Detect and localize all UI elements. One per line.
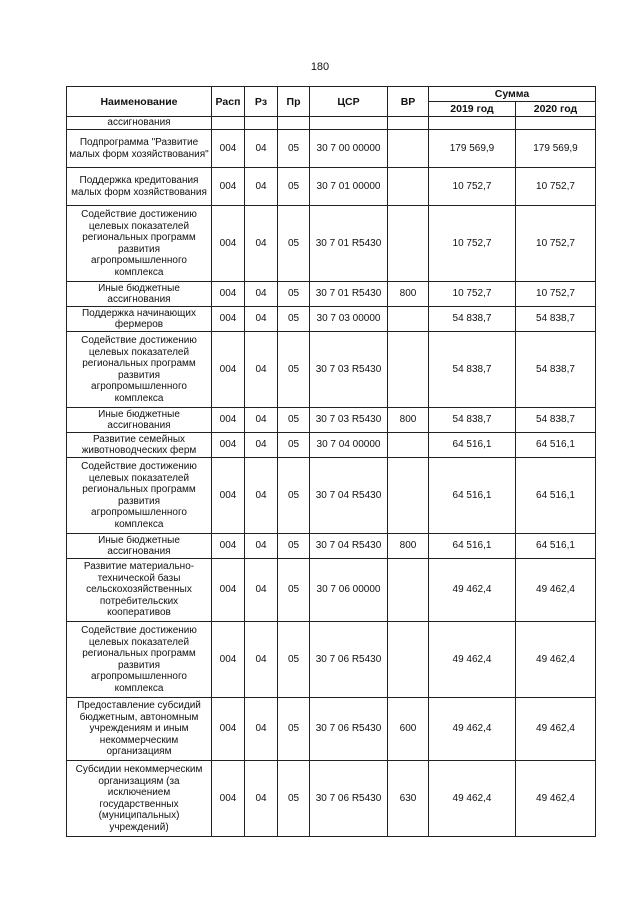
- row-sum-2020: 10 752,7: [516, 168, 596, 206]
- row-vr: [388, 622, 429, 698]
- row-sum-2020: 64 516,1: [516, 458, 596, 534]
- row-vr: [388, 458, 429, 534]
- row-csr: 30 7 06 R5430: [310, 622, 388, 698]
- row-csr: 30 7 03 R5430: [310, 332, 388, 408]
- row-sum-2020: 49 462,4: [516, 698, 596, 761]
- table-row: [67, 408, 596, 433]
- row-csr: 30 7 04 R5430: [310, 458, 388, 534]
- row-sum-2020: 64 516,1: [516, 534, 596, 559]
- row-pr: 05: [278, 206, 310, 282]
- row-rz: 04: [245, 282, 278, 307]
- row-sum-2019: 64 516,1: [429, 433, 516, 458]
- row-name: Развитие семейных животноводческих ферм: [67, 433, 212, 458]
- row-sum-2019: 49 462,4: [429, 622, 516, 698]
- row-rasp: 004: [212, 130, 245, 168]
- row-sum-2019: 54 838,7: [429, 307, 516, 332]
- table-row: [67, 307, 596, 332]
- table-row: [67, 130, 596, 168]
- row-rz: 04: [245, 130, 278, 168]
- row-vr: [388, 307, 429, 332]
- budget-table: [66, 86, 596, 837]
- row-name: Иные бюджетные ассигнования: [67, 408, 212, 433]
- table-row: [67, 622, 596, 698]
- row-pr: 05: [278, 433, 310, 458]
- row-pr: 05: [278, 458, 310, 534]
- header-sum: Сумма: [429, 87, 596, 102]
- row-rasp: 004: [212, 534, 245, 559]
- table-row: [67, 698, 596, 761]
- row-name: Содействие достижению целевых показателей региональных программ развития агропромышленного комплекса: [67, 622, 212, 698]
- row-csr: 30 7 04 00000: [310, 433, 388, 458]
- row-sum-2020: 49 462,4: [516, 559, 596, 622]
- row-name: Иные бюджетные ассигнования: [67, 282, 212, 307]
- row-rasp: 004: [212, 761, 245, 837]
- row-rasp: 004: [212, 698, 245, 761]
- continuation-row: [67, 117, 596, 130]
- table-row: [67, 282, 596, 307]
- row-name: Субсидии некоммерческим организациям (за исключением государственных (муниципальных) учреждений): [67, 761, 212, 837]
- row-sum-2020: 54 838,7: [516, 332, 596, 408]
- row-sum-2020: 54 838,7: [516, 307, 596, 332]
- row-vr: [388, 130, 429, 168]
- row-name: Подпрограмма "Развитие малых форм хозяйствования": [67, 130, 212, 168]
- row-csr: 30 7 06 R5430: [310, 761, 388, 837]
- row-rz: 04: [245, 206, 278, 282]
- row-sum-2019: 49 462,4: [429, 761, 516, 837]
- table-row: [67, 206, 596, 282]
- row-rasp: 004: [212, 408, 245, 433]
- table-row: [67, 332, 596, 408]
- row-sum-2019: 10 752,7: [429, 168, 516, 206]
- continuation-text: ассигнования: [67, 117, 212, 130]
- row-rz: 04: [245, 332, 278, 408]
- row-rasp: 004: [212, 622, 245, 698]
- row-vr: [388, 206, 429, 282]
- row-vr: 630: [388, 761, 429, 837]
- row-rasp: 004: [212, 206, 245, 282]
- table-row: [67, 433, 596, 458]
- row-rasp: 004: [212, 559, 245, 622]
- header-rz: Рз: [245, 87, 278, 117]
- row-csr: 30 7 06 R5430: [310, 698, 388, 761]
- row-sum-2019: 64 516,1: [429, 458, 516, 534]
- row-sum-2019: 54 838,7: [429, 332, 516, 408]
- header-year-2020: 2020 год: [516, 102, 596, 117]
- table-row: [67, 168, 596, 206]
- row-csr: 30 7 04 R5430: [310, 534, 388, 559]
- row-rasp: 004: [212, 332, 245, 408]
- row-pr: 05: [278, 761, 310, 837]
- row-rz: 04: [245, 307, 278, 332]
- table-row: [67, 534, 596, 559]
- row-vr: [388, 559, 429, 622]
- row-pr: 05: [278, 622, 310, 698]
- row-sum-2020: 64 516,1: [516, 433, 596, 458]
- row-pr: 05: [278, 130, 310, 168]
- row-vr: 600: [388, 698, 429, 761]
- row-rz: 04: [245, 622, 278, 698]
- page-number: 180: [310, 61, 330, 73]
- row-rz: 04: [245, 408, 278, 433]
- row-rz: 04: [245, 433, 278, 458]
- row-sum-2020: 10 752,7: [516, 282, 596, 307]
- row-csr: 30 7 03 00000: [310, 307, 388, 332]
- row-rasp: 004: [212, 307, 245, 332]
- row-csr: 30 7 06 00000: [310, 559, 388, 622]
- row-sum-2020: 10 752,7: [516, 206, 596, 282]
- row-pr: 05: [278, 698, 310, 761]
- row-vr: [388, 433, 429, 458]
- row-sum-2020: 179 569,9: [516, 130, 596, 168]
- header-year-2019: 2019 год: [429, 102, 516, 117]
- row-csr: 30 7 03 R5430: [310, 408, 388, 433]
- table-body: [67, 117, 596, 837]
- header-vr: ВР: [388, 87, 429, 117]
- row-rasp: 004: [212, 282, 245, 307]
- row-sum-2019: 49 462,4: [429, 559, 516, 622]
- row-vr: 800: [388, 282, 429, 307]
- row-name: Поддержка кредитования малых форм хозяйствования: [67, 168, 212, 206]
- table-row: [67, 761, 596, 837]
- header-name: Наименование: [67, 87, 212, 117]
- row-name: Поддержка начинающих фермеров: [67, 307, 212, 332]
- row-sum-2020: 54 838,7: [516, 408, 596, 433]
- row-rz: 04: [245, 458, 278, 534]
- row-pr: 05: [278, 168, 310, 206]
- header-rasp: Расп: [212, 87, 245, 117]
- row-pr: 05: [278, 282, 310, 307]
- row-pr: 05: [278, 332, 310, 408]
- row-name: Содействие достижению целевых показателей региональных программ развития агропромышленного комплекса: [67, 458, 212, 534]
- row-sum-2019: 64 516,1: [429, 534, 516, 559]
- header-pr: Пр: [278, 87, 310, 117]
- header-csr: ЦСР: [310, 87, 388, 117]
- row-name: Иные бюджетные ассигнования: [67, 534, 212, 559]
- row-sum-2020: 49 462,4: [516, 761, 596, 837]
- row-rz: 04: [245, 698, 278, 761]
- row-vr: [388, 168, 429, 206]
- row-sum-2019: 49 462,4: [429, 698, 516, 761]
- row-rz: 04: [245, 168, 278, 206]
- row-csr: 30 7 01 R5430: [310, 282, 388, 307]
- row-rasp: 004: [212, 458, 245, 534]
- row-vr: 800: [388, 408, 429, 433]
- row-csr: 30 7 00 00000: [310, 130, 388, 168]
- row-rz: 04: [245, 534, 278, 559]
- row-csr: 30 7 01 00000: [310, 168, 388, 206]
- row-name: Содействие достижению целевых показателей региональных программ развития агропромышленного комплекса: [67, 206, 212, 282]
- row-sum-2019: 179 569,9: [429, 130, 516, 168]
- row-pr: 05: [278, 408, 310, 433]
- table-row: [67, 458, 596, 534]
- row-name: Содействие достижению целевых показателей региональных программ развития агропромышленного комплекса: [67, 332, 212, 408]
- row-vr: [388, 332, 429, 408]
- row-sum-2019: 10 752,7: [429, 282, 516, 307]
- row-name: Предоставление субсидий бюджетным, автономным учреждениям и иным некоммерческим организациям: [67, 698, 212, 761]
- row-sum-2019: 54 838,7: [429, 408, 516, 433]
- row-name: Развитие материально-технической базы сельскохозяйственных потребительских кооперативов: [67, 559, 212, 622]
- row-pr: 05: [278, 307, 310, 332]
- row-rasp: 004: [212, 168, 245, 206]
- row-rasp: 004: [212, 433, 245, 458]
- row-rz: 04: [245, 761, 278, 837]
- table-header: [67, 87, 596, 117]
- row-rz: 04: [245, 559, 278, 622]
- table-row: [67, 559, 596, 622]
- row-csr: 30 7 01 R5430: [310, 206, 388, 282]
- row-pr: 05: [278, 559, 310, 622]
- row-vr: 800: [388, 534, 429, 559]
- row-sum-2020: 49 462,4: [516, 622, 596, 698]
- row-sum-2019: 10 752,7: [429, 206, 516, 282]
- row-pr: 05: [278, 534, 310, 559]
